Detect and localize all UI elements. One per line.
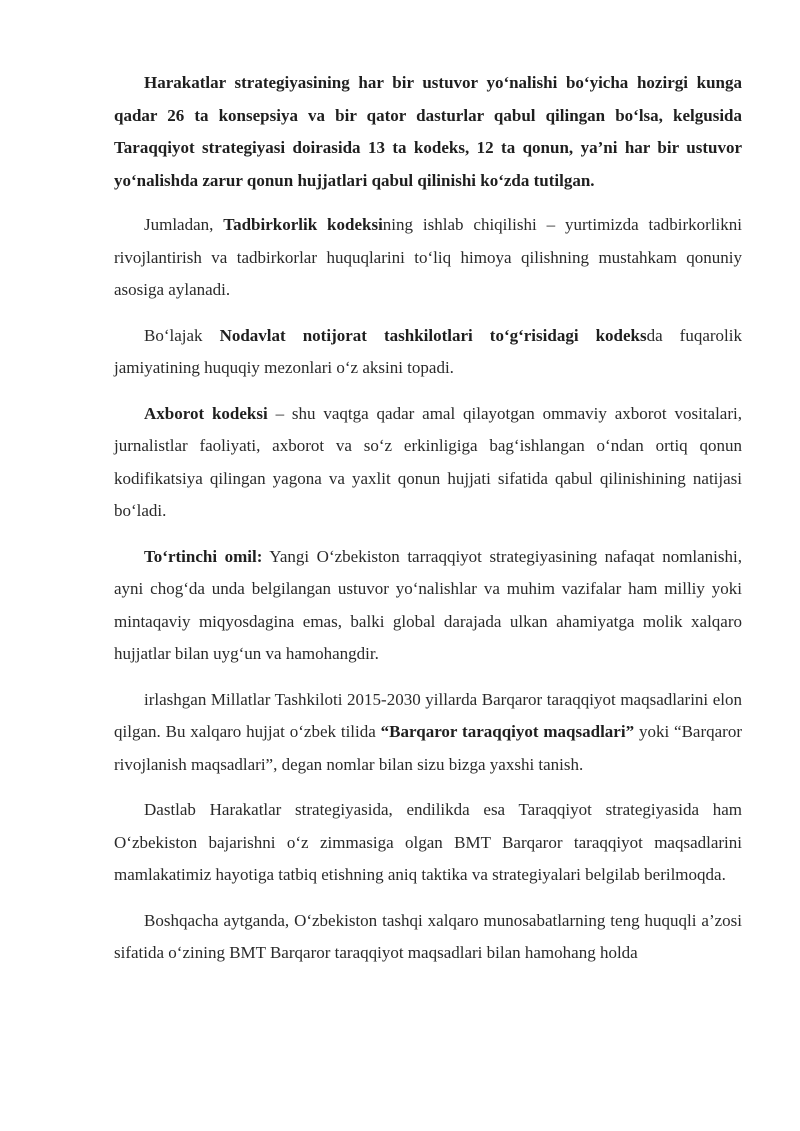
bold-term: “Barqaror taraqqiyot maqsadlari” (380, 722, 635, 741)
text-run: irlashgan Millatlar Tashkiloti 2015-2030 yillarda Barqaror taraqqiyot maqsadlarini elon qilgan. Bu xalqaro hujjat o‘zbek tilida (114, 689, 742, 741)
paragraph-strategy-overview: Harakatlar strategiyasining har bir ustuvor yo‘nalishi bo‘yicha hozirgi kunga qadar 26 ta konsepsiya va bir qator dasturlar qabul qilingan bo‘lsa, kelgusida Taraqqiyot strategiyasi doirasida 13 ta kodeks, 12 ta qonun, ya’ni har bir ustuvor yo‘nalishda zarur qonun hujjatlari qabul qilinishi ko‘zda tutilgan. (114, 73, 742, 190)
paragraph-un-goals (114, 684, 742, 782)
text-run: – shu vaqtga qadar amal qilayotgan ommaviy axborot vositalari, jurnalistlar faoliyati, axborot va so‘z erkinligiga bag‘ishlangan o‘ndan ortiq qonun kodifikatsiya qilingan yagona va yaxlit qonun hujjati sifatida qabul qilinishining natijasi bo‘ladi. (114, 403, 742, 520)
text-run: da fuqarolik jamiyatining huquqiy mezonlari o‘z aksini topadi. (114, 325, 742, 377)
bold-term: Tadbirkorlik kodeksi (223, 215, 383, 234)
bold-term: To‘rtinchi omil: (144, 546, 263, 566)
paragraph-information-code (114, 398, 742, 528)
text-run: yoki “Barqaror rivojlanish maqsadlari”, degan nomlar bilan sizu bizga yaxshi tanish. (114, 722, 742, 774)
paragraph-ngo-code (114, 320, 742, 385)
text-run: Jumladan, (144, 215, 224, 234)
paragraph-business-code (114, 209, 742, 307)
bold-term: Nodavlat notijorat tashkilotlari to‘g‘risidagi kodeks (219, 325, 647, 345)
text-run: Bo‘lajak (144, 325, 220, 345)
paragraph-fourth-factor (114, 541, 742, 671)
bold-term: Axborot kodeksi (144, 403, 268, 423)
paragraph-international-relations: Boshqacha aytganda, O‘zbekiston tashqi xalqaro munosabatlarning teng huquqli a’zosi sifatida o‘zining BMT Barqaror taraqqiyot maqsadlari bilan hamohang holda (114, 910, 742, 962)
paragraph-strategy-implementation: Dastlab Harakatlar strategiyasida, endilikda esa Taraqqiyot strategiyasida ham O‘zbekiston bajarishni o‘z zimmasiga olgan BMT Barqaror taraqqiyot maqsadlarini mamlakatimiz hayotiga tatbiq etishning aniq taktika va strategiyalari belgilab berilmoqda. (114, 800, 742, 884)
text-run: ning ishlab chiqilishi – yurtimizda tadbirkorlikni rivojlantirish va tadbirkorlar huquqlarini to‘liq himoya qilishning mustahkam qonuniy asosiga aylanadi. (114, 215, 742, 299)
text-run: Yangi O‘zbekiston tarraqqiyot strategiyasining nafaqat nomlanishi, ayni chog‘da unda belgilangan ustuvor yo‘nalishlar va muhim vazifalar ham milliy yoki mintaqaviy miqyosdagina emas, balki global darajada ulkan ahamiyatga molik xalqaro hujjatlar bilan uyg‘un va hamohangdir. (114, 546, 742, 663)
